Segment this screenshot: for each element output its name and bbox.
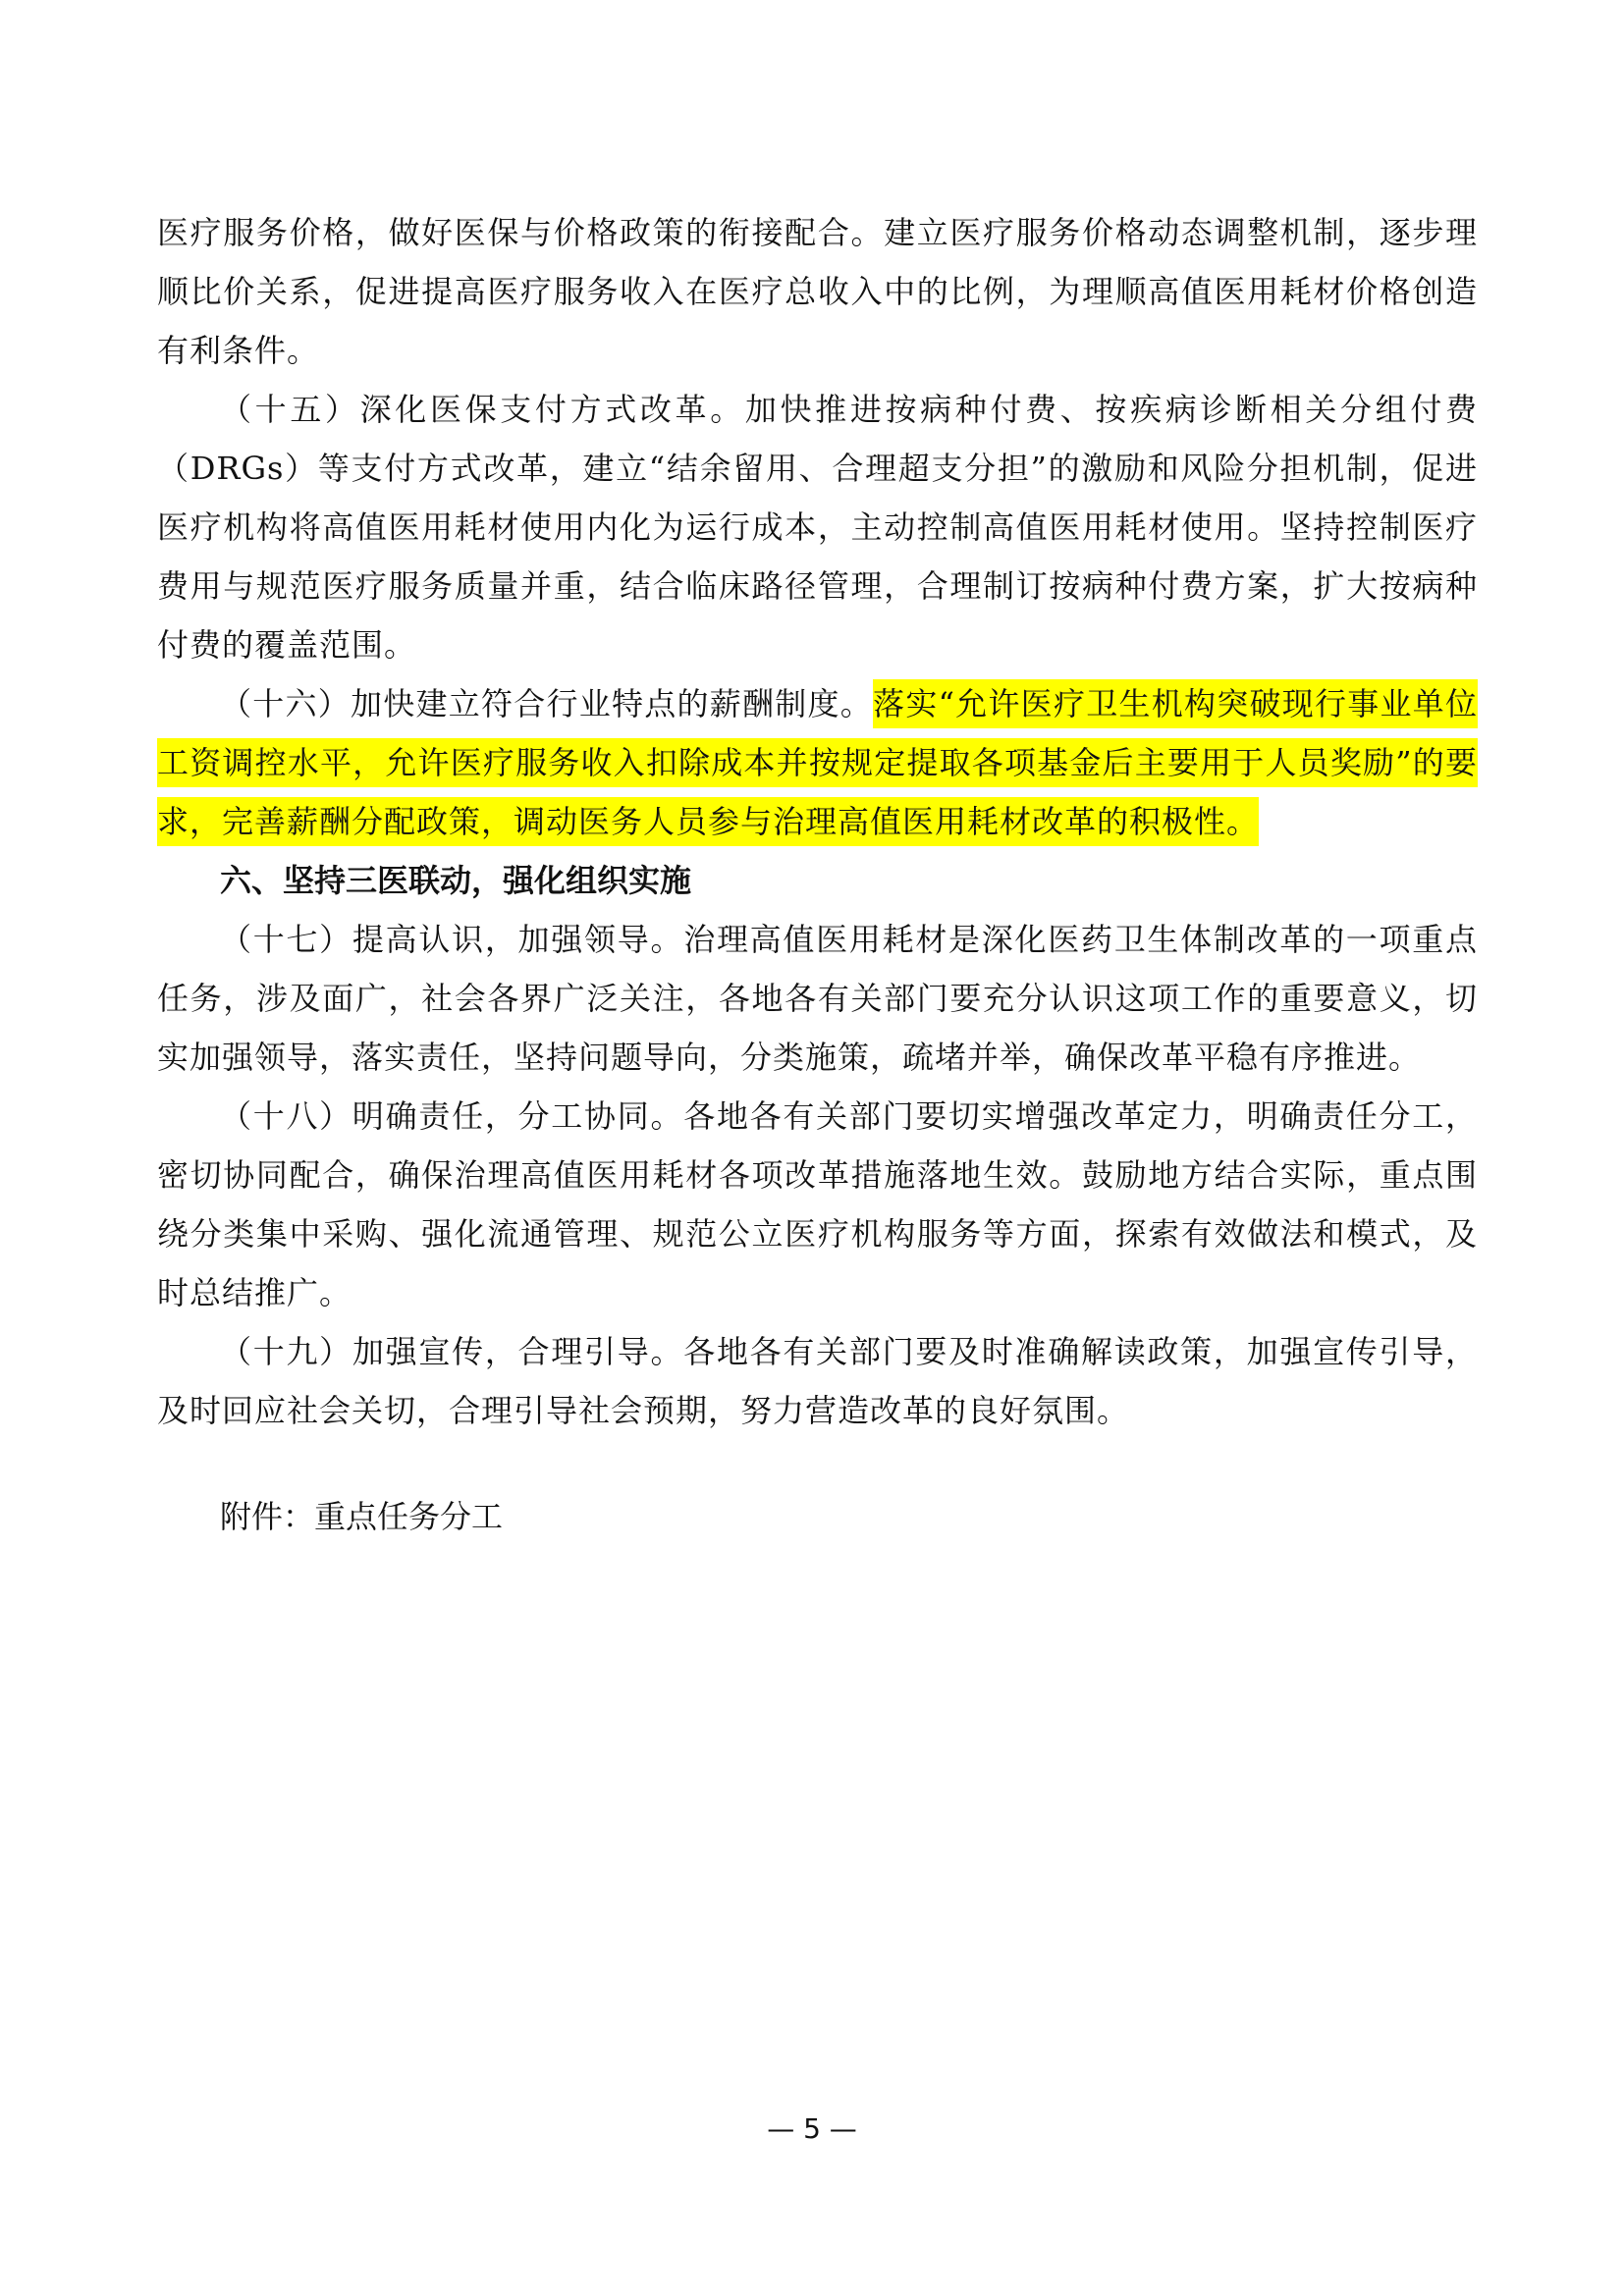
- paragraph-text: 医疗服务价格，做好医保与价格政策的衔接配合。建立医疗服务价格动态调整机制，逐步理顺比价关系，促进提高医疗服务收入在医疗总收入中的比例，为理顺高值医用耗材价格创造有利条件。: [157, 214, 1478, 369]
- highlighted-text: 落实“允许医疗卫生机构突破现行事业单位工资调控水平，允许医疗服务收入扣除成本并按规定提取各项基金后主要用于人员奖励”的要求，完善薪酬分配政策，调动医务人员参与治理高值医用耗材改革的积极性。: [157, 679, 1478, 846]
- attachment-note: 附件：重点任务分工: [220, 1498, 504, 1535]
- paragraph-17-title: （十七）提高认识，加强领导。: [220, 921, 684, 958]
- paragraph-16-title: （十六）加快建立符合行业特点的薪酬制度。: [220, 685, 874, 722]
- paragraph-19-body: 各地各有关部门要及时准确解读政策，加强宣传引导，及时回应社会关切，合理引导社会预期，努力营造改革的良好氛围。: [157, 1333, 1478, 1429]
- paragraph-15-title: （十五）深化医保支付方式改革。: [220, 391, 745, 428]
- paragraph-18-body: 各地各有关部门要切实增强改革定力，明确责任分工，密切协同配合，确保治理高值医用耗材各项改革措施落地生效。鼓励地方结合实际，重点围绕分类集中采购、强化流通管理、规范公立医疗机构服务等方面，探索有效做法和模式，及时总结推广。: [157, 1097, 1478, 1311]
- paragraph-16: [157, 674, 1478, 851]
- document-body: [157, 203, 1478, 1546]
- paragraph-18: [157, 1087, 1478, 1322]
- paragraph-continuation: [157, 203, 1478, 380]
- paragraph-17-body: 治理高值医用耗材是深化医药卫生体制改革的一项重点任务，涉及面广，社会各界广泛关注，各地各有关部门要充分认识这项工作的重要意义，切实加强领导，落实责任，坚持问题导向，分类施策，疏堵并举，确保改革平稳有序推进。: [157, 921, 1478, 1076]
- page-number: — 5 —: [767, 2112, 857, 2145]
- section-heading-6: 六、坚持三医联动，强化组织实施: [220, 862, 692, 899]
- paragraph-19: [157, 1322, 1478, 1440]
- paragraph-15: [157, 380, 1478, 674]
- paragraph-18-title: （十八）明确责任，分工协同。: [220, 1097, 684, 1135]
- paragraph-19-title: （十九）加强宣传，合理引导。: [220, 1333, 684, 1370]
- paragraph-17: [157, 910, 1478, 1087]
- paragraph-15-body: 加快推进按病种付费、按疾病诊断相关分组付费（DRGs）等支付方式改革，建立“结余留用、合理超支分担”的激励和风险分担机制，促进医疗机构将高值医用耗材使用内化为运行成本，主动控制高值医用耗材使用。坚持控制医疗费用与规范医疗服务质量并重，结合临床路径管理，合理制订按病种付费方案，扩大按病种付费的覆盖范围。: [157, 391, 1478, 664]
